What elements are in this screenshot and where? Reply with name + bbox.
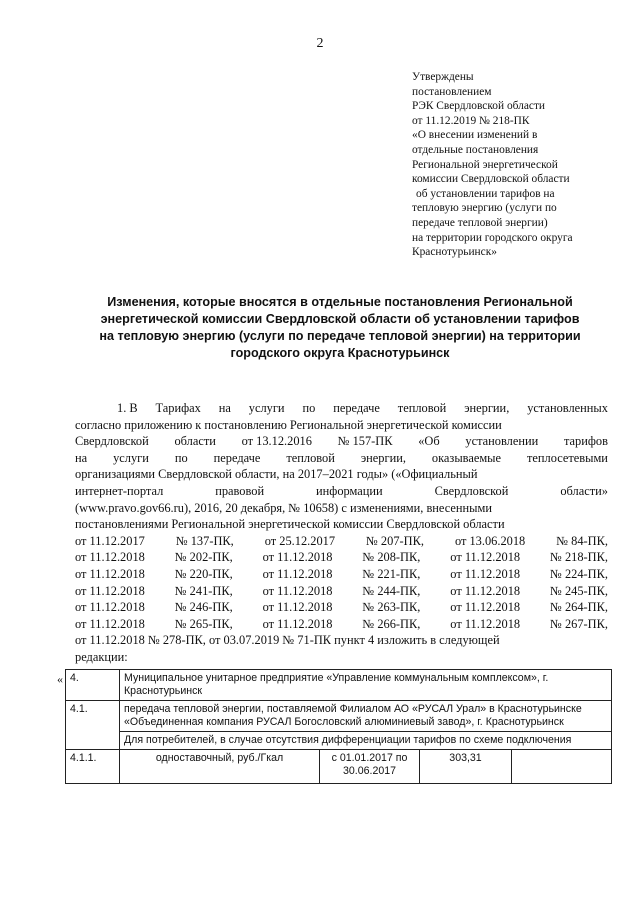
body-word: (www.pravo.gov66.ru), 2016, 20 декабря, № 10658) с изменениями, внесенными <box>75 500 492 515</box>
body-word: от 11.12.2018 <box>262 550 333 565</box>
body-word: № 245-ПК, <box>550 583 608 598</box>
body-word: от 11.12.2018 <box>450 550 521 565</box>
title-line: городского округа Краснотурьинск <box>230 346 450 360</box>
approval-line: передаче тепловой энергии) <box>412 216 548 229</box>
table-cell-number: 4.1. <box>66 701 120 750</box>
body-word: согласно приложению к постановлению Региональной энергетической комиссии <box>75 417 502 432</box>
body-word: энергии, <box>360 450 406 465</box>
body-word: редакции: <box>75 649 128 664</box>
body-word: передаче <box>333 401 380 415</box>
title-line: Изменения, которые вносятся в отдельные постановления Региональной <box>107 295 573 309</box>
opening-quote-mark: « <box>57 672 63 686</box>
body-word: № 157-ПК <box>337 434 393 449</box>
approval-line: Региональной энергетической <box>412 158 558 171</box>
approval-line: Краснотурьинск» <box>412 246 497 259</box>
body-line <box>75 649 608 666</box>
body-line <box>75 583 608 600</box>
table-row <box>66 670 612 701</box>
body-word: от 13.06.2018 <box>454 533 526 548</box>
body-word: № 265-ПК, <box>174 616 233 631</box>
table-cell-service: передача тепловой энергии, поставляемой Филиалом АО «РУСАЛ Урал» в Краснотурьинске «Объединенная компания РУСАЛ Богословский алюминиевый завод», г. Краснотурьинск <box>120 701 612 732</box>
table-cell-number: 4. <box>66 670 120 701</box>
body-word: № 246-ПК, <box>174 600 233 615</box>
approval-block <box>412 70 622 260</box>
body-word: от 11.12.2018 <box>450 566 521 581</box>
body-word: Свердловской <box>434 483 509 498</box>
approval-line: на территории городского округа <box>412 231 573 244</box>
body-word: № 221-ПК, <box>362 566 421 581</box>
table-cell-value: 303,31 <box>420 750 512 784</box>
table-cell-period: с 01.01.2017 по 30.06.2017 <box>320 750 420 784</box>
body-word: № 267-ПК, <box>550 616 608 631</box>
body-word: от 11.12.2018 <box>450 616 521 631</box>
table-row <box>66 750 612 784</box>
title-line: энергетической комиссии Свердловской области об установлении тарифов <box>100 312 580 326</box>
body-word: от 11.12.2018 <box>262 616 333 631</box>
body-paragraph <box>75 400 608 666</box>
body-word: тарифов <box>563 434 608 449</box>
body-line <box>75 400 608 417</box>
approval-line: комиссии Свердловской области <box>412 173 570 186</box>
body-line <box>75 549 608 566</box>
body-word: от 25.12.2017 <box>264 533 336 548</box>
body-word: от 11.12.2018 <box>262 583 333 598</box>
body-line <box>75 450 608 467</box>
body-word: области» <box>560 483 608 498</box>
body-word: от 11.12.2018 <box>450 583 521 598</box>
body-word: от 11.12.2018 <box>75 600 145 615</box>
body-word: № 266-ПК, <box>362 616 421 631</box>
body-line <box>75 516 608 533</box>
body-word: оказываемые <box>431 450 502 465</box>
body-word: от 13.12.2016 <box>241 434 312 449</box>
body-line <box>75 616 608 633</box>
body-word: на <box>218 401 231 415</box>
page-number: 2 <box>316 36 324 51</box>
table-cell-organization: Муниципальное унитарное предприятие «Управление коммунальным комплексом», г. Краснотурьинск <box>120 670 612 701</box>
body-word: № 244-ПК, <box>362 583 421 598</box>
body-word: теплосетевыми <box>526 450 608 465</box>
body-word: информации <box>316 483 383 498</box>
body-line <box>75 466 608 483</box>
body-word: № 218-ПК, <box>550 550 608 565</box>
table-cell-empty <box>512 750 612 784</box>
body-word: № 207-ПК, <box>366 533 424 548</box>
body-word: установленных <box>527 401 608 415</box>
table-cell-rate-type: одноставочный, руб./Гкал <box>120 750 320 784</box>
body-line <box>75 566 608 583</box>
body-line <box>75 433 608 450</box>
table-row <box>66 701 612 732</box>
body-word: № 84-ПК, <box>556 533 608 548</box>
approval-line: тепловую энергию (услуги по <box>412 202 557 215</box>
title-line: на тепловую энергию (услуги по передаче тепловой энергии) на территории <box>99 329 581 343</box>
body-word: интернет-портал <box>75 483 164 498</box>
body-word: правовой <box>215 483 265 498</box>
body-word: от 11.12.2018 <box>262 600 333 615</box>
document-title <box>70 294 610 362</box>
body-word: области <box>174 434 216 449</box>
body-word: № 224-ПК, <box>550 566 608 581</box>
body-line <box>75 632 608 649</box>
body-word: от 11.12.2018 <box>75 550 145 565</box>
body-word: установлении <box>465 434 539 449</box>
body-word: от 11.12.2018 <box>450 600 521 615</box>
body-word: передаче <box>213 450 261 465</box>
table-cell-number: 4.1.1. <box>66 750 120 784</box>
body-word: организациями Свердловской области, на 2017–2021 годы» («Официальный <box>75 467 478 482</box>
body-word: «Об <box>418 434 440 449</box>
body-word: от 11.12.2018 <box>75 583 145 598</box>
body-word: № 137-ПК, <box>175 533 234 548</box>
body-word: услуги <box>113 450 149 465</box>
body-word: № 264-ПК, <box>550 600 608 615</box>
body-word: Свердловской <box>75 434 149 449</box>
table-cell-consumers: Для потребителей, в случае отсутствия дифференциации тарифов по схеме подключения <box>120 732 612 750</box>
body-line <box>75 533 608 550</box>
body-word: № 263-ПК, <box>362 600 421 615</box>
tariff-table <box>65 669 612 784</box>
body-line <box>75 417 608 434</box>
body-line <box>75 599 608 616</box>
approval-line: отдельные постановления <box>412 143 539 156</box>
table-row <box>66 732 612 750</box>
body-word: № 241-ПК, <box>174 583 233 598</box>
approval-line: об установлении тарифов на <box>416 187 555 200</box>
body-word: по <box>302 401 316 415</box>
body-word: от 11.12.2018 <box>262 566 333 581</box>
body-word: постановлениями Региональной энергетической комиссии Свердловской области <box>75 517 505 532</box>
approval-line: от 11.12.2019 № 218-ПК <box>412 114 530 127</box>
body-word: тепловой <box>397 401 447 415</box>
body-word: № 208-ПК, <box>362 550 421 565</box>
body-word: № 220-ПК, <box>174 566 233 581</box>
body-word: от 11.12.2018 <box>75 616 145 631</box>
approval-line: РЭК Свердловской области <box>412 100 546 113</box>
body-word: по <box>174 450 188 465</box>
approval-line: Утверждены <box>412 71 474 83</box>
approval-line: постановлением <box>412 85 492 98</box>
body-word: № 202-ПК, <box>174 550 233 565</box>
body-line <box>75 483 608 500</box>
approval-line: «О внесении изменений в <box>412 129 538 142</box>
body-word: Тарифах <box>155 401 201 415</box>
body-word: энергии, <box>464 401 510 415</box>
body-word: от 11.12.2018 № 278-ПК, от 03.07.2019 № 71-ПК пункт 4 изложить в следующей <box>75 633 500 648</box>
body-word: услуги <box>248 401 285 415</box>
body-word: на <box>75 450 88 465</box>
body-word: от 11.12.2017 <box>75 533 145 548</box>
body-word: тепловой <box>286 450 335 465</box>
body-word: от 11.12.2018 <box>75 566 145 581</box>
body-line <box>75 500 608 517</box>
body-word: 1. В <box>117 401 138 415</box>
